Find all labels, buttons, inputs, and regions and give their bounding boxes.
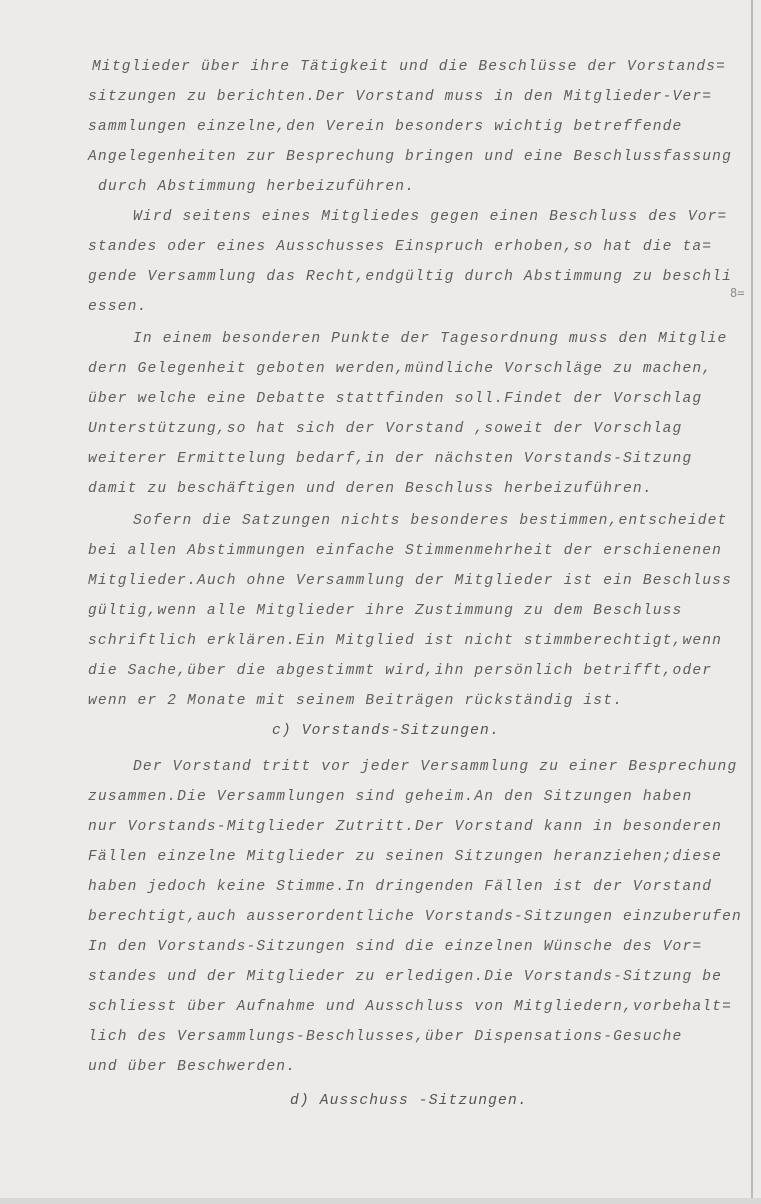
text-line: nur Vorstands-Mitglieder Zutritt.Der Vorstand kann in besonderen xyxy=(88,819,723,835)
text-line: sammlungen einzelne,den Verein besonders wichtig betreffende xyxy=(88,119,683,135)
text-line: über welche eine Debatte stattfinden soll.Findet der Vorschlag xyxy=(88,391,703,407)
section-heading-vorstands-sitzungen: c) Vorstands-Sitzungen. xyxy=(272,723,500,739)
text-line: Angelegenheiten zur Besprechung bringen und eine Beschlussfassung xyxy=(88,149,732,165)
text-line: schliesst über Aufnahme und Ausschluss von Mitgliedern,vorbehalt= xyxy=(88,999,732,1015)
text-line: durch Abstimmung herbeizuführen. xyxy=(98,179,416,195)
text-line: die Sache,über die abgestimmt wird,ihn persönlich betrifft,oder xyxy=(88,663,713,679)
text-line: Mitglieder über ihre Tätigkeit und die Beschlüsse der Vorstands= xyxy=(92,59,727,75)
margin-mark: 8= xyxy=(730,286,745,300)
page-edge-shadow xyxy=(751,0,753,1204)
text-line: In einem besonderen Punkte der Tagesordnung muss den Mitglie xyxy=(133,331,728,347)
text-line: In den Vorstands-Sitzungen sind die einzelnen Wünsche des Vor= xyxy=(88,939,703,955)
text-line: standes oder eines Ausschusses Einspruch erhoben,so hat die ta= xyxy=(88,239,713,255)
text-line: gende Versammlung das Recht,endgültig durch Abstimmung zu beschli xyxy=(88,269,732,285)
text-line: zusammen.Die Versammlungen sind geheim.An den Sitzungen haben xyxy=(88,789,693,805)
text-line: Fällen einzelne Mitglieder zu seinen Sitzungen heranziehen;diese xyxy=(88,849,723,865)
text-line: Der Vorstand tritt vor jeder Versammlung zu einer Besprechung xyxy=(133,759,738,775)
text-line: haben jedoch keine Stimme.In dringenden Fällen ist der Vorstand xyxy=(88,879,713,895)
text-line: Unterstützung,so hat sich der Vorstand ,soweit der Vorschlag xyxy=(88,421,683,437)
text-line: Wird seitens eines Mitgliedes gegen einen Beschluss des Vor= xyxy=(133,209,728,225)
text-line: sitzungen zu berichten.Der Vorstand muss in den Mitglieder-Ver= xyxy=(88,89,713,105)
text-line: berechtigt,auch ausserordentliche Vorstands-Sitzungen einzuberufen xyxy=(88,909,742,925)
text-line: dern Gelegenheit geboten werden,mündliche Vorschläge zu machen, xyxy=(88,361,713,377)
text-line: lich des Versammlungs-Beschlusses,über Dispensations-Gesuche xyxy=(88,1029,683,1045)
text-line: und über Beschwerden. xyxy=(88,1059,297,1075)
text-line: standes und der Mitglieder zu erledigen.Die Vorstands-Sitzung be xyxy=(88,969,723,985)
text-line: essen. xyxy=(88,299,148,315)
text-line: schriftlich erklären.Ein Mitglied ist nicht stimmberechtigt,wenn xyxy=(88,633,723,649)
page-bottom-edge xyxy=(0,1198,761,1204)
text-line: bei allen Abstimmungen einfache Stimmenmehrheit der erschienenen xyxy=(88,543,723,559)
text-line: weiterer Ermittelung bedarf,in der nächsten Vorstands-Sitzung xyxy=(88,451,693,467)
text-line: damit zu beschäftigen und deren Beschluss herbeizuführen. xyxy=(88,481,653,497)
text-line: wenn er 2 Monate mit seinem Beiträgen rückständig ist. xyxy=(88,693,624,709)
section-heading-ausschuss-sitzungen: d) Ausschuss -Sitzungen. xyxy=(290,1093,528,1109)
text-line: Mitglieder.Auch ohne Versammlung der Mitglieder ist ein Beschluss xyxy=(88,573,732,589)
text-line: gültig,wenn alle Mitglieder ihre Zustimmung zu dem Beschluss xyxy=(88,603,683,619)
text-line: Sofern die Satzungen nichts besonderes bestimmen,entscheidet xyxy=(133,513,728,529)
